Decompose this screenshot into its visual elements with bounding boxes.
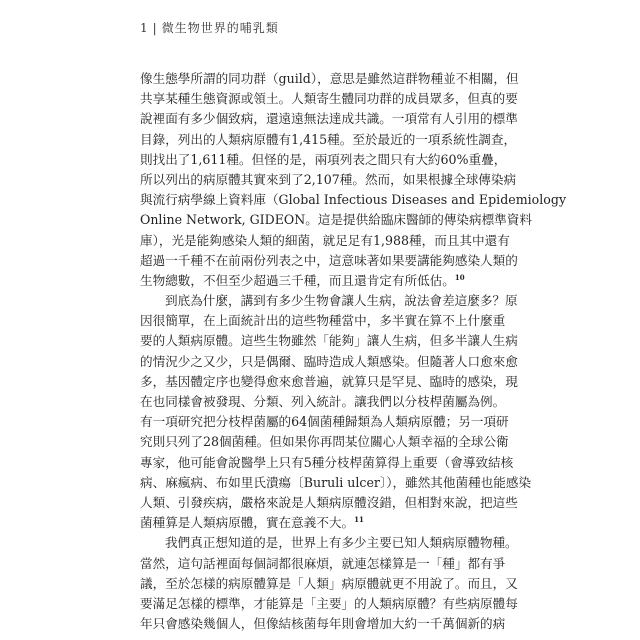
text-line: 年只會感染幾個人，但像結核菌每年則會增加大約一千萬個新的病 [140,616,506,632]
text-line: 到底為什麼，講到有多少生物會讓人生病，說法會差這麼多？原 [165,293,518,309]
text-line: 要滿足怎樣的標準，才能算是「主要」的人類病原體？有些病原體每 [140,595,518,611]
text-line: Online Network, GIDEON。這是提供給臨床醫師的傳染病標準資料 [140,212,532,228]
paragraph [140,291,532,533]
page-number: 1 [140,21,149,35]
text-line: 我們真正想知道的是，世界上有多少主要已知人類病原體物種。 [165,535,518,551]
paragraph [140,69,567,291]
book-title: 微生物世界的哺乳類 [161,21,279,35]
text-line: 共享某種生態資源或領土。人類寄生體同功群的成員眾多，但真的要 [140,91,518,107]
text-line: 病、麻瘋病、布如里氏潰瘍〔Buruli ulcer〕），雖然其他菌種也能感染 [140,474,532,490]
text-line: 菌種算是人類病原體，實在意義不大。$^{11}$ [140,514,364,531]
text-line: 目錄，列出的人類病原體有1,415種。至於最近的一項系統性調查， [140,131,517,147]
paragraph [140,533,518,634]
text-line: 專家，他可能會說醫學上只有5種分枝桿菌算得上重要（會導致結核 [140,454,514,470]
footnote-marker[interactable]: 11 [354,514,364,524]
text-line: 說裡面有多少個致病，還遠遠無法達成共識。一項常有人引用的標準 [140,111,518,127]
text-line: 究則只列了28個菌種。但如果你再問某位關心人類幸福的全球公衛 [140,434,509,450]
text-line: 當然，這句話裡面每個詞都很麻煩，就連怎樣算是一「種」都有爭 [140,555,506,571]
text-line: 要的人類病原體。這些生物雖然「能夠」讓人生病，但多半讓人生病 [140,333,518,349]
footnote-marker[interactable]: 10 [454,272,465,282]
text-line: 的情況少之又少，只是偶爾、臨時造成人類感染。但隨著人口愈來愈 [140,353,518,369]
running-header [140,19,279,36]
text-line: 與流行病學線上資料庫（Global Infectious Diseases and Epidemiology [140,192,567,208]
header-separator: | [152,21,158,35]
text-line: 所以列出的病原體其實來到了2,107種。然而，如果根據全球傳染病 [140,171,517,187]
text-line: 人類、引發疾病，嚴格來說是人類病原體沒錯，但相對來說，把這些 [140,494,518,510]
text-line: 議，至於怎樣的病原體算是「人類」病原體就更不用說了。而且，又 [140,575,518,591]
text-line: 則找出了1,611種。但怪的是，兩項列表之間只有大約60%重疊， [140,151,507,167]
text-line: 多，基因體定序也變得愈來愈普遍，就算只是罕見、臨時的感染，現 [140,373,518,389]
body-text [140,69,567,634]
text-line: 超過一千種不在前兩份列表之中，這意味著如果要講能夠感染人類的 [140,252,518,268]
text-line: 生物總數，不但至少超過三千種，而且還肯定有所低估。$^{10}$ [140,272,465,288]
text-line: 因很簡單，在上面統計出的這些物種當中，多半實在算不上什麼重 [140,313,506,329]
text-line: 在也同樣會被發現、分類、列入統計。讓我們以分枝桿菌屬為例。 [140,394,506,409]
text-line: 像生態學所謂的同功群（guild），意思是雖然這群物種並不相關，但 [140,71,519,86]
text-line: 有一項研究把分枝桿菌屬的64個菌種歸類為人類病原體；另一項研 [140,414,509,430]
text-line: 庫），光是能夠感染人類的細菌，就足足有1,988種，而且其中還有 [140,232,510,248]
